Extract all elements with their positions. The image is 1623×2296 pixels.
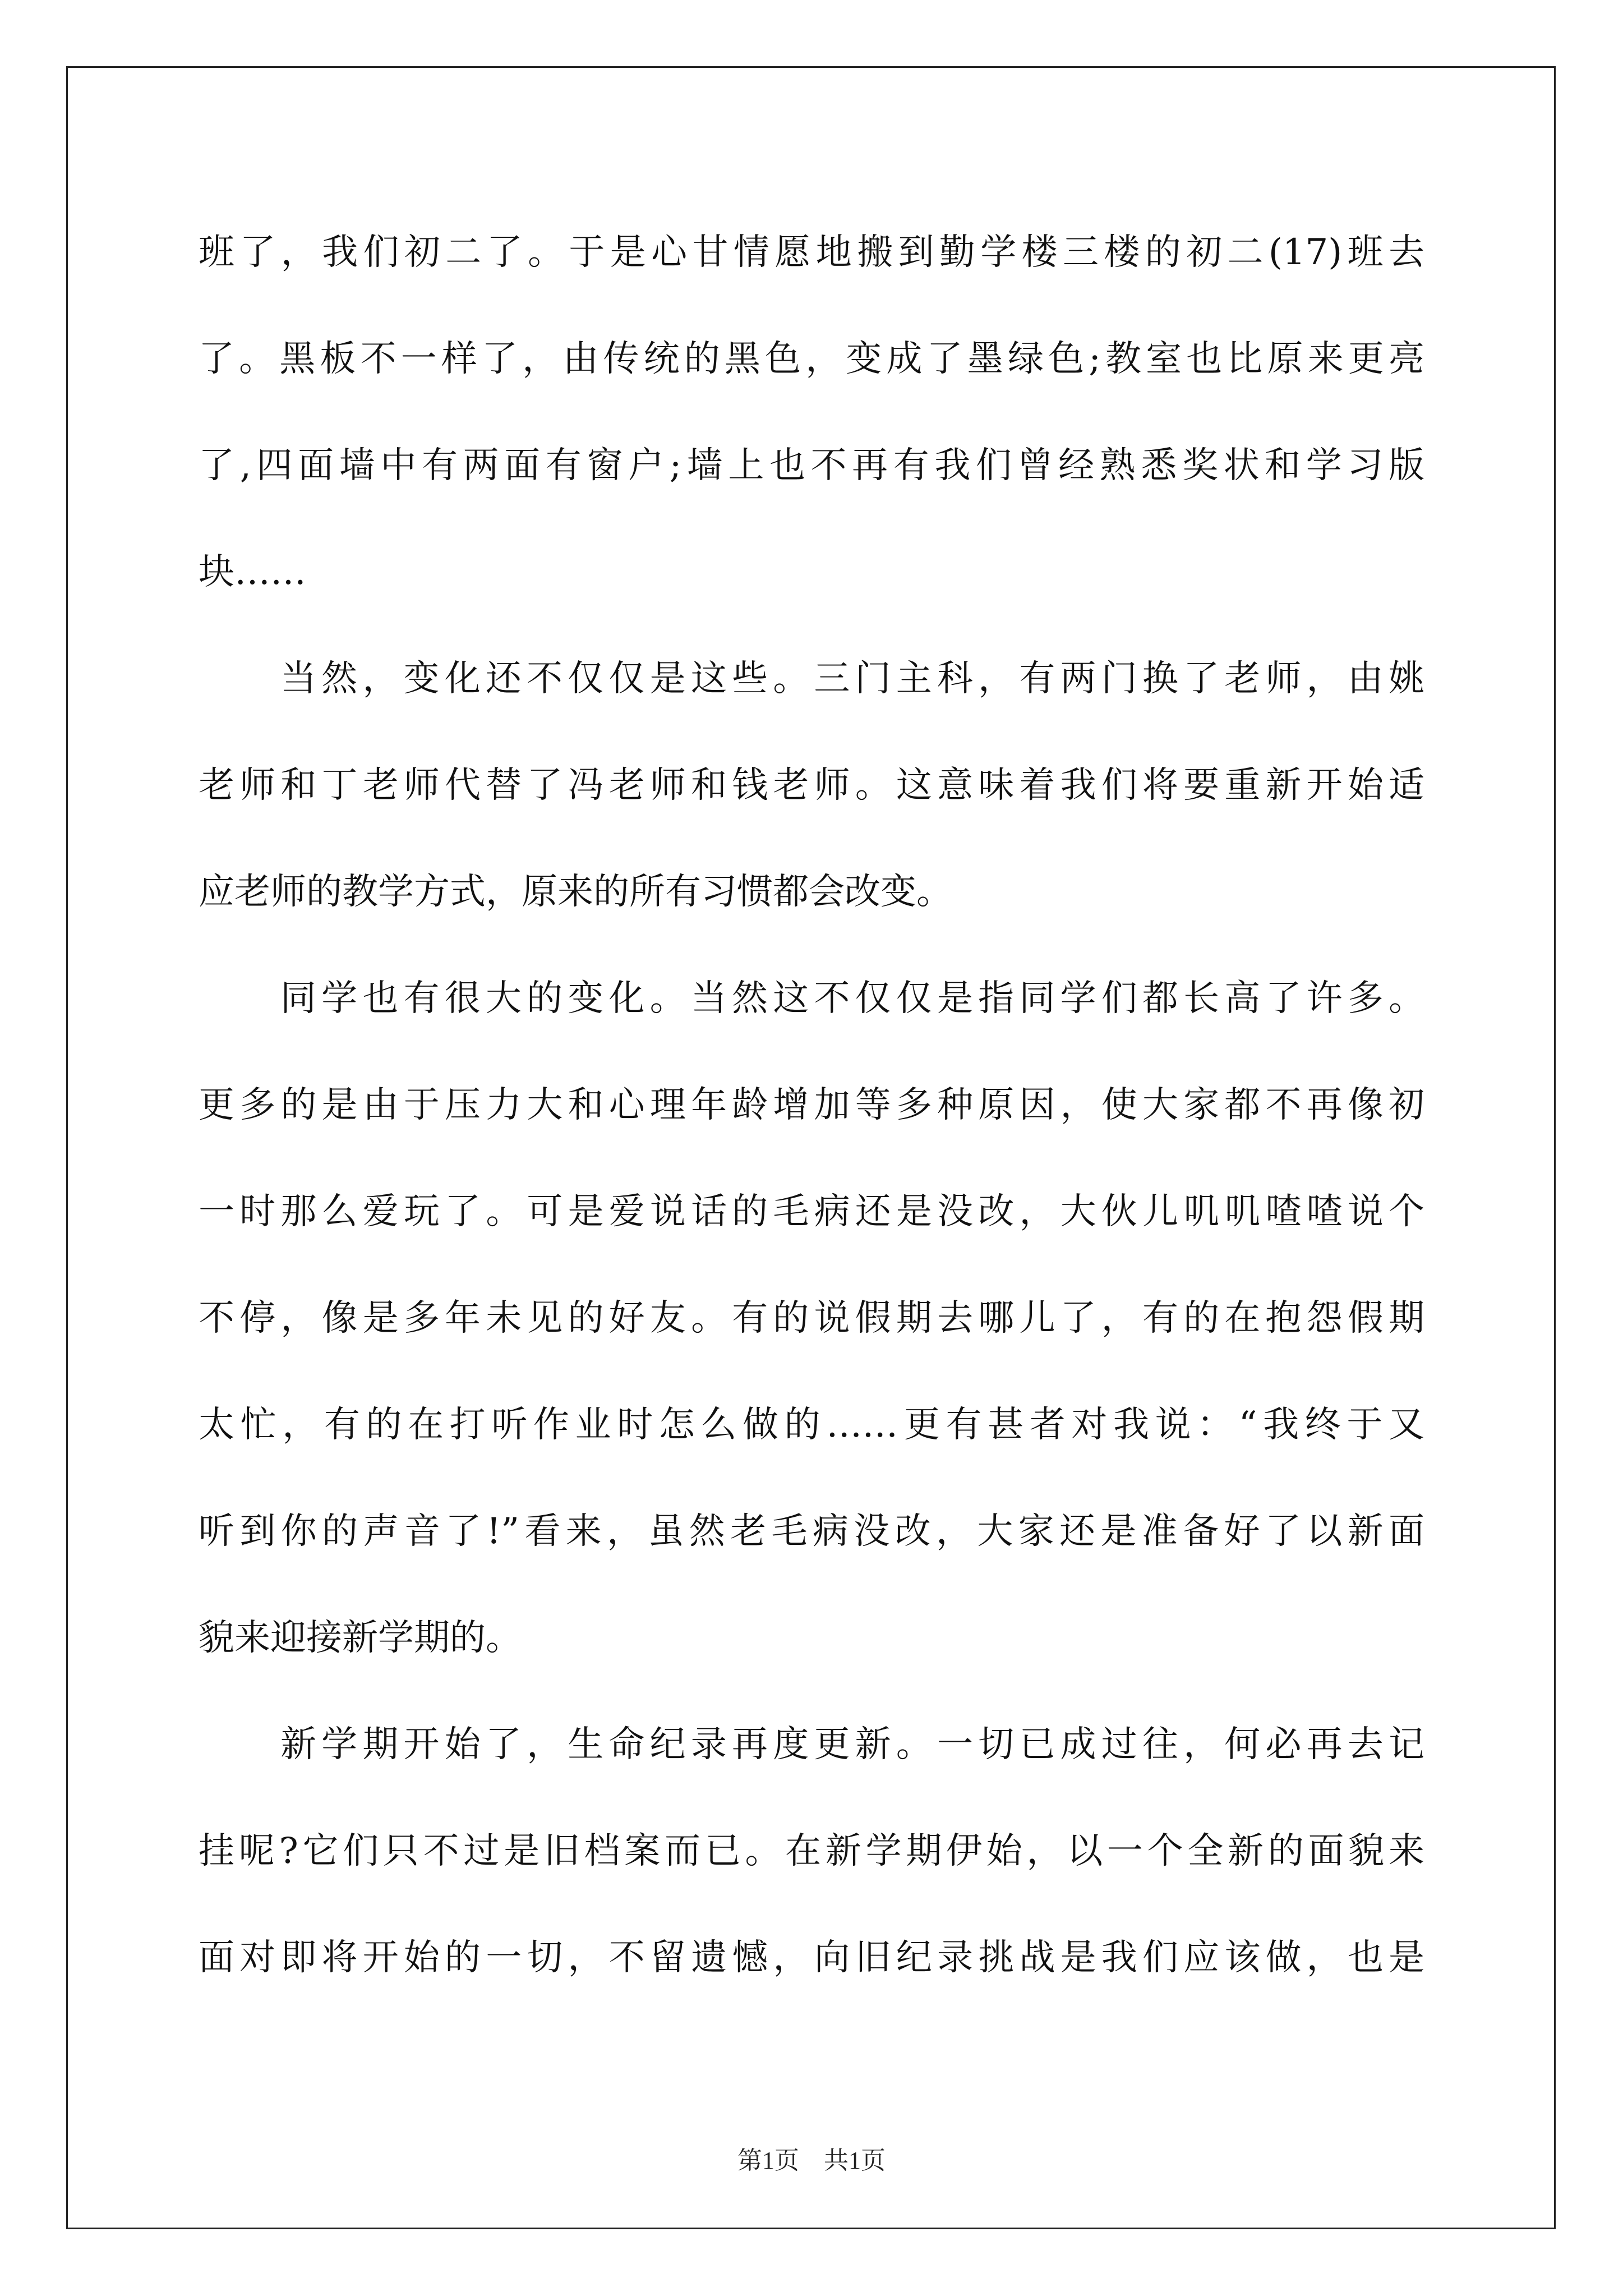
- text-line: 不停，像是多年未见的好友。有的说假期去哪儿了，有的在抱怨假期: [199, 1297, 1424, 1339]
- text-line: 一时那么爱玩了。可是爱说话的毛病还是没改，大伙儿叽叽喳喳说个: [199, 1191, 1424, 1232]
- text-line: 班了，我们初二了。于是心甘情愿地搬到勤学楼三楼的初二(17)班去: [199, 232, 1424, 273]
- text-line: 了,四面墙中有两面有窗户;墙上也不再有我们曾经熟悉奖状和学习版: [199, 445, 1424, 486]
- document-body: [199, 199, 1424, 2011]
- text-line: 听到你的声音了!”看来，虽然老毛病没改，大家还是准备好了以新面: [199, 1511, 1424, 1552]
- text-line: 新学期开始了，生命纪录再度更新。一切已成过往，何必再去记: [280, 1724, 1424, 1765]
- text-line: 老师和丁老师代替了冯老师和钱老师。这意味着我们将要重新开始适: [199, 765, 1424, 806]
- text-line: 当然，变化还不仅仅是这些。三门主科，有两门换了老师，由姚: [280, 658, 1424, 700]
- text-line: 了。黑板不一样了，由传统的黑色，变成了墨绿色;教室也比原来更亮: [199, 338, 1424, 380]
- text-line: 太忙，有的在打听作业时怎么做的……更有甚者对我说：“我终于又: [199, 1404, 1424, 1446]
- text-line: 块……: [199, 551, 306, 593]
- page-footer: 第1页 共1页: [737, 2147, 886, 2174]
- text-line: 面对即将开始的一切，不留遗憾，向旧纪录挑战是我们应该做，也是: [199, 1937, 1424, 1978]
- text-line: 貌来迎接新学期的。: [199, 1617, 522, 1659]
- text-line: 同学也有很大的变化。当然这不仅仅是指同学们都长高了许多。: [280, 978, 1424, 1019]
- text-line: 应老师的教学方式，原来的所有习惯都会改变。: [199, 871, 952, 913]
- text-line: 挂呢?它们只不过是旧档案而已。在新学期伊始，以一个全新的面貌来: [199, 1830, 1424, 1872]
- text-line: 更多的是由于压力大和心理年龄增加等多种原因，使大家都不再像初: [199, 1084, 1424, 1126]
